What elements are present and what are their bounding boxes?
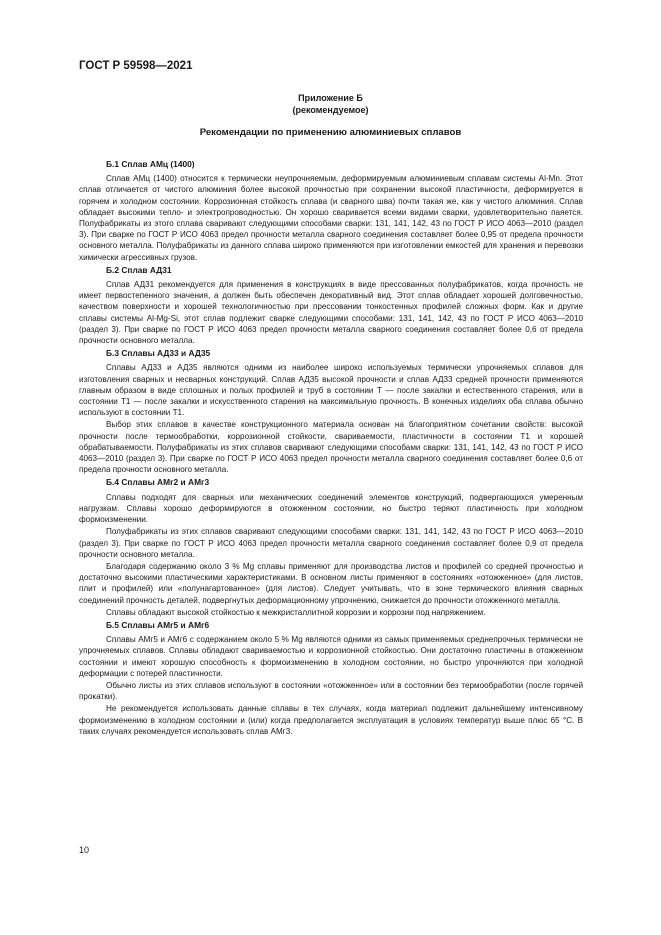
section-heading: Б.1 Сплав АМц (1400) (106, 159, 195, 169)
paragraph: Благодаря содержанию около 3 % Mg сплавы применяют для производства листов и профилей со средней прочностью и достаточно высокими пластическими характеристиками. В основном листы применяют в состояниях «отожженное» (для листов, плит и профилей) или «полунагартованное» (для листов). Следует учитывать, что в зоне термического влияния сварных соединений прочность деталей, подвергнутых деформационному упрочнению, снижается до прочности отожженного металла. (79, 561, 583, 605)
appendix-label: Приложение Б (298, 93, 363, 103)
appendix-status: (рекомендуемое) (292, 105, 369, 115)
page-title: Рекомендации по применению алюминиевых сплавов (199, 127, 462, 138)
paragraph: Сплавы обладают высокой стойкостью к межкристаллитной коррозии и коррозии под напряжением. (106, 607, 486, 617)
section-b1 (79, 159, 583, 263)
paragraph: Сплавы АД33 и АД35 являются одними из наиболее широко используемых термически упрочняемых сплавов для изготовления сварных и несварных конструкций. Сплав АД35 высокой прочности и сплав АД33 средней прочности применяются главным образом в виде сплошных и полых профилей и труб в состоянии Т — после закалки и естественного старения, или в состоянии Т1 — после закалки и искусственного старения на максимальную прочность. В конечных изделиях оба сплава обычно используют в состоянии Т1. (79, 363, 583, 418)
section-b4 (79, 477, 583, 617)
paragraph: Выбор этих сплавов в качестве конструкционного материала основан на благоприятном сочетании свойств: высокой прочности после термообработки, коррозионной стойкости, свариваемости, пластичности в состоянии Т1 и хорошей обрабатываемости. Полуфабрикаты из этих сплавов сваривают следующими способами сварки: 131, 141, 142, 43 по ГОСТ Р ИСО 4063—2010 (раздел 3). При сварке по ГОСТ Р ИСО 4063 предел прочности металла сварного соединения составляет более 0,6 от предела прочности основного металла. (79, 420, 583, 475)
paragraph: Сплавы подходят для сварных или механических соединений элементов конструкций, подвергающихся умеренным нагрузкам. Сплавы хорошо деформируются в отожженном состоянии, но быстро теряют пластичность при холодном формоизменении. (79, 492, 583, 525)
paragraph: Сплавы АМг5 и АМг6 с содержанием около 5 % Mg являются одними из самых применяемых среднепрочных термически не упрочняемых сплавов. Сплавы обладают свариваемостью и коррозионной стойкостью. Они достаточно пластичны в отожженном состоянии и имеют хорошую способность к формоизменению в холодном состоянии, но быстро упрочняются при холодной деформации с потерей пластичности. (79, 635, 583, 678)
section-heading: Б.3 Сплавы АД33 и АД35 (106, 348, 211, 359)
section-b3 (79, 348, 583, 475)
section-heading: Б.2 Сплав АД31 (106, 264, 172, 275)
paragraph: Обычно листы из этих сплавов используют в состоянии «отожженное» или в состоянии без термообработки (после горячей прокатки). (79, 680, 583, 702)
paragraph: Сплав АД31 рекомендуется для применения в конструкциях в виде прессованных полуфабрикатов, когда прочность не имеет первостепенного значения, а должен быть обеспечен декоративный вид. Этот сплав обладает хорошей долговечностью, качеством поверхности и хорошей технологичностью при прессовании тонкостенных профилей сложных форм. Как и другие сплавы системы Al-Mg-Si, этот сплав подлежит сварке следующими способами: 131, 141, 142, 43 по ГОСТ Р ИСО 4063—2010 (раздел 3). При сварке по ГОСТ Р ИСО 4063 предел прочности металла сварного соединения составляет более 0,6 от предела прочности основного металла. (79, 280, 583, 346)
section-b2 (79, 265, 583, 346)
document-number: ГОСТ Р 59598—2021 (79, 60, 193, 72)
section-b5 (79, 620, 583, 737)
document-body (79, 157, 583, 738)
paragraph: Не рекомендуется использовать данные сплавы в тех случаях, когда материал подлежит дальнейшему интенсивному формоизменению в холодном состоянии и (или) когда предполагается эксплуатация в условиях температур выше плюс 65 °С. В таких случаях рекомендуется использовать сплав АМг3. (79, 704, 583, 736)
paragraph: Полуфабрикаты из этих сплавов сваривают следующими способами сварки: 131, 141, 142, 43 по ГОСТ Р ИСО 4063—2010 (раздел 3). При сварке по ГОСТ Р ИСО 4063 предел прочности металла сварного соединения составляет более 0,9 от предела прочности основного металла. (79, 527, 583, 559)
section-heading: Б.4 Сплавы АМг2 и АМг3 (106, 477, 210, 488)
section-heading: Б.5 Сплавы АМг5 и АМг6 (106, 619, 210, 630)
paragraph: Сплав АМц (1400) относится к термически неупрочняемым, деформируемым алюминиевым сплавам системы Al-Mn. Этот сплав отличается от чистого алюминия более высокой прочностью при сохранении высокой пластичности, деформируется в горячем и холодном состоянии. Коррозионная стойкость сплава (и сварного шва) почти такая же, как у чистого алюминия. Сплав обладает высокими тепло- и электропроводностью. Он хорошо сваривается всеми видами сварки, удовлетворительно паяется. Полуфабрикаты из этого сплава сваривают следующими способами сварки: 131, 141, 142, 43 по ГОСТ Р ИСО 4063—2010 (раздел 3). При сварке по ГОСТ Р ИСО 4063 предел прочности металла сварного соединения составляет более 0,95 от предела прочности основного металла. Полуфабрикаты из данного сплава широко применяются при изготовлении емкостей для хранения и перевозки химически агрессивных грузов. (79, 174, 583, 262)
page-number: 10 (79, 845, 90, 855)
